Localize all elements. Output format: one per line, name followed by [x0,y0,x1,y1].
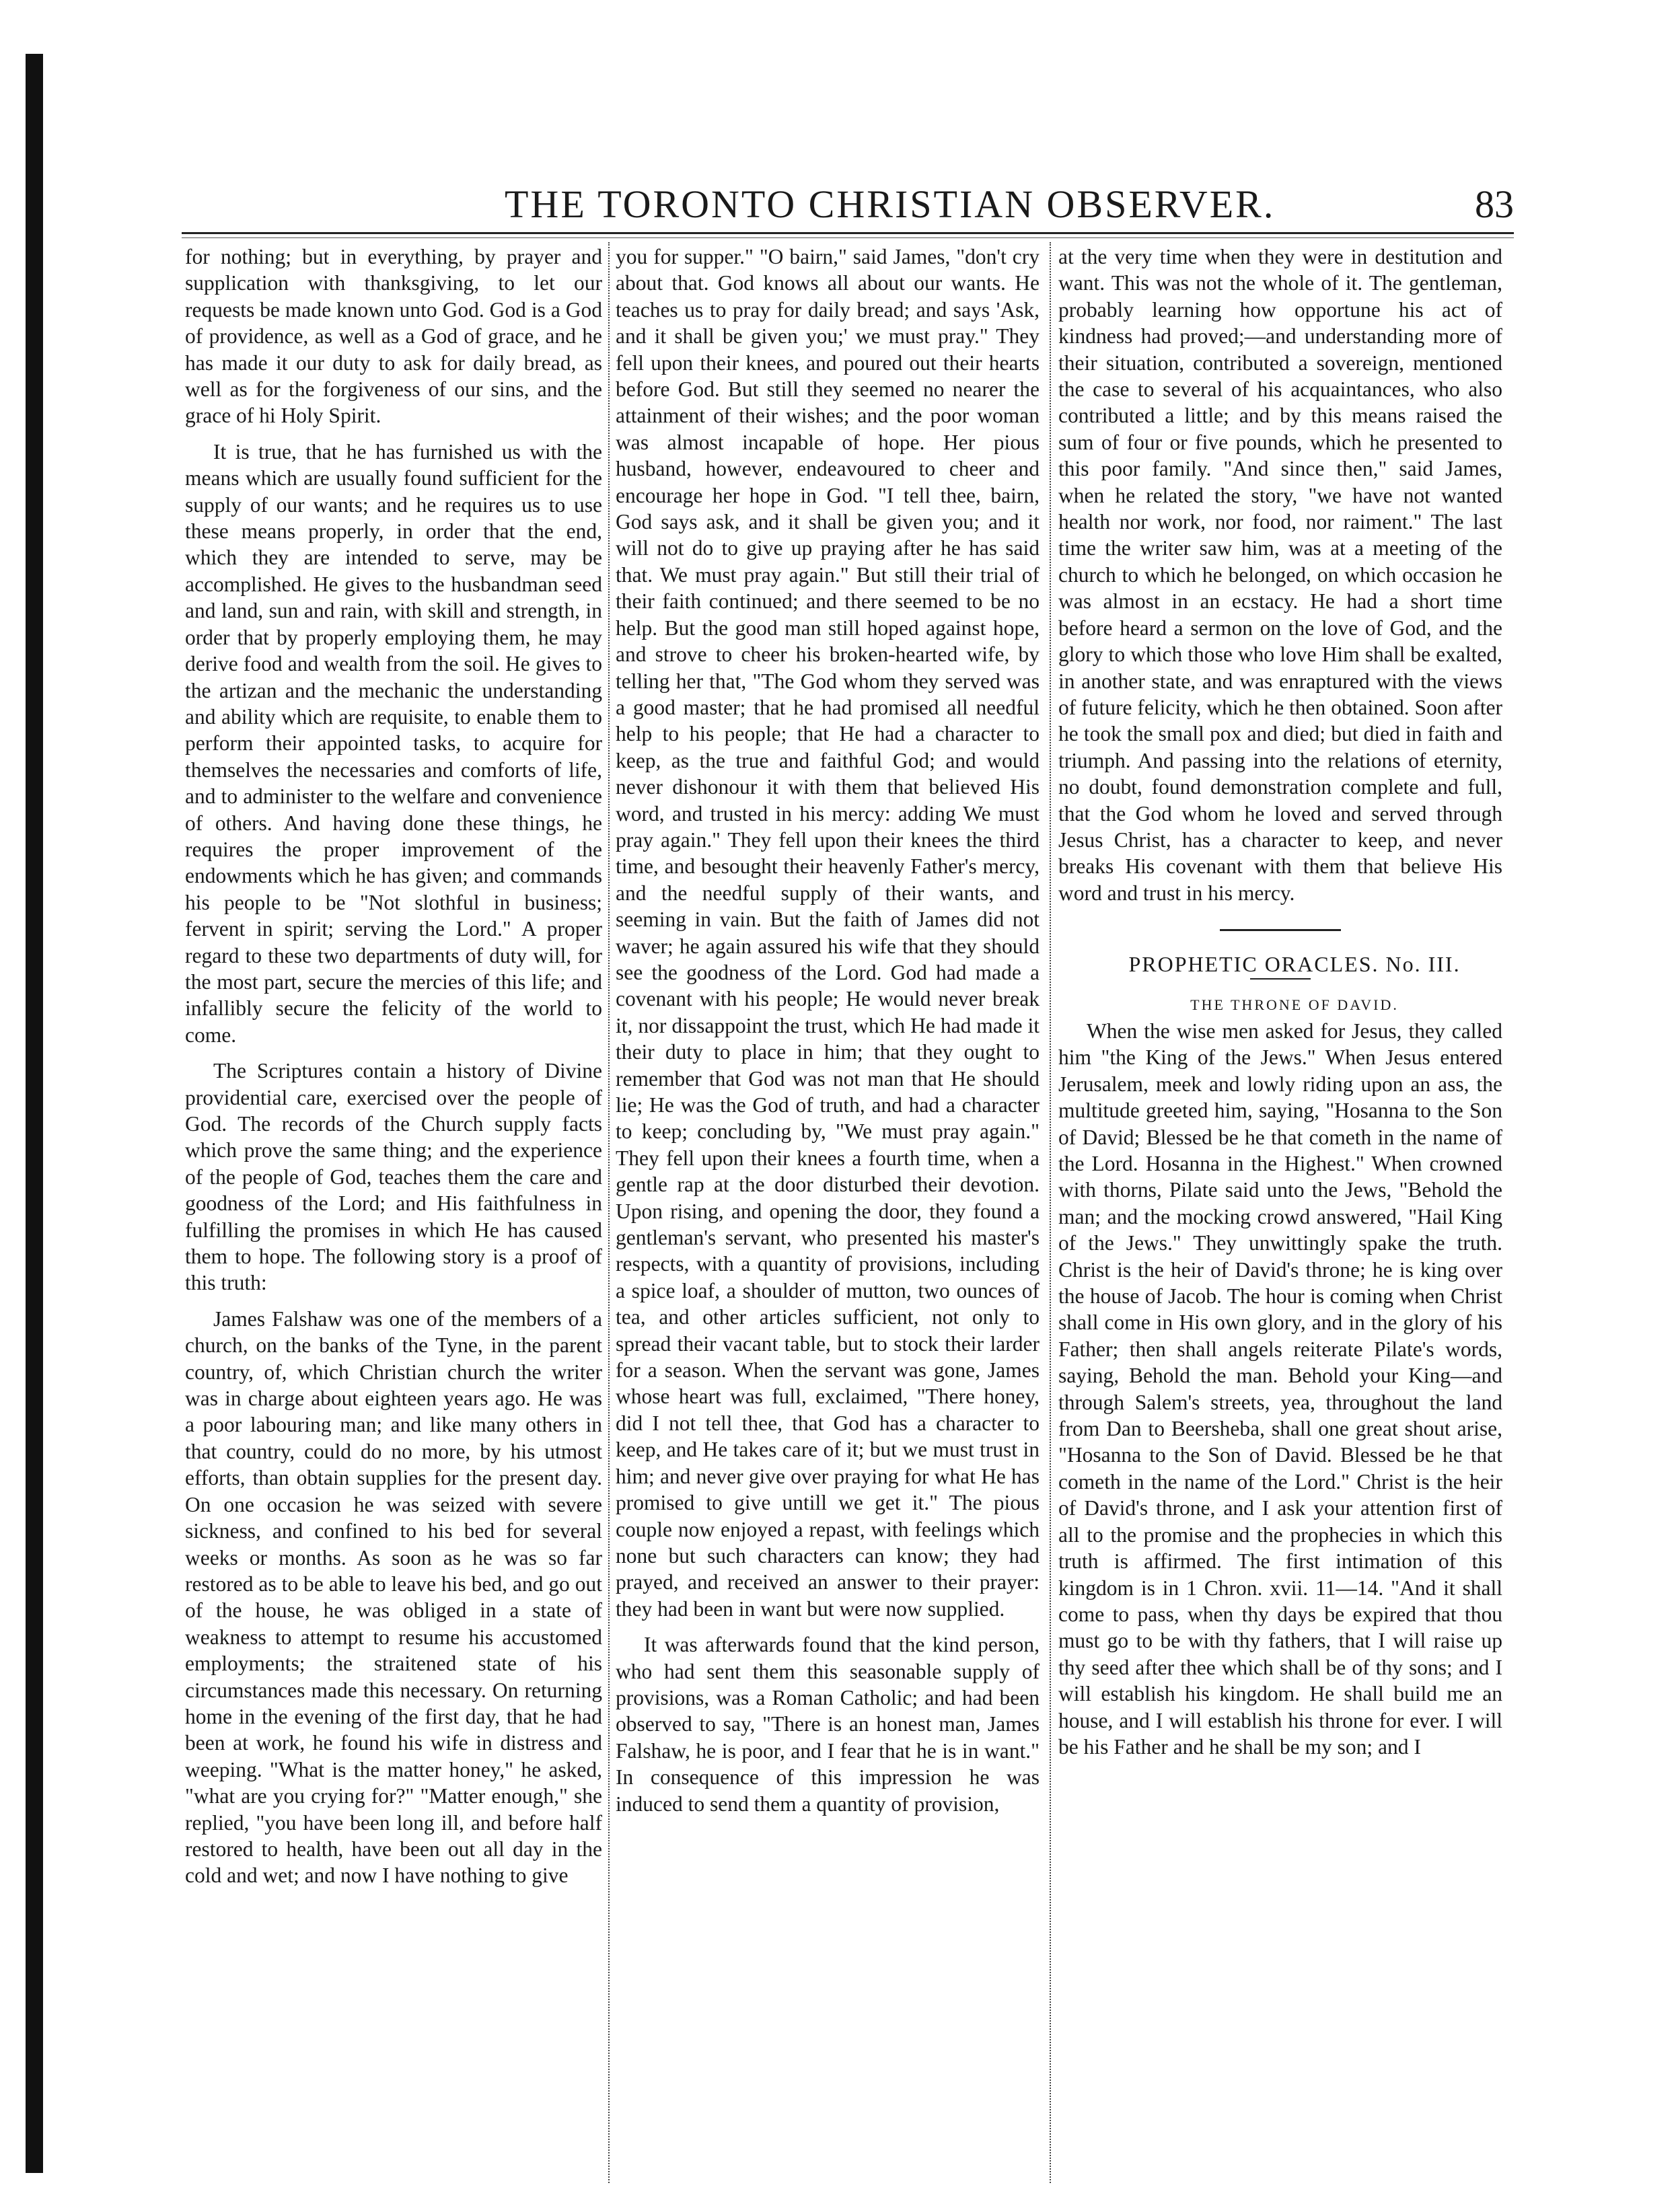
page-title: THE TORONTO CHRISTIAN OBSERVER. [505,182,1276,226]
header-rule-thin [182,237,1514,238]
section-subtitle: THE THRONE OF DAVID. [1190,996,1399,1013]
paragraph: you for supper." "O bairn," said James, "don't cry about that. God knows all about our wants. He teaches us to pray for daily bread; and says 'Ask, and it shall be given you;' we must pray." They fell upon their knees, and poured out their hearts before God. But still they seemed no nearer the attainment of their wishes; and the poor woman was almost incapable of hope. Her pious husband, however, endeavoured to cheer and encourage her hope in God. "I tell thee, bairn, God says ask, and it shall be given you; and it will not do to give up praying after he has said that. We must pray again." But still their trial of their faith continued; and there seemed to be no help. But the good man still hoped against hope, and strove to cheer his broken-hearted wife, by telling her that, "The God whom they served was a good master; that he had promised all needful help to his people; that He had a character to keep, as the true and faithful God; and would never dishonour it with them that believed His word, and trusted in his mercy: adding We must pray again." They fell upon their knees the third time, and besought their heavenly Father's mercy, and the needful supply of their wants, and seeming in vain. But the faith of James did not waver; he again assured his wife that they should see the goodness of the Lord. God had made a covenant with his people; He would never break it, nor dissappoint the trust, which He had made it their duty to place in him; that they ought to remember that God was not man that He should lie; He was the God of truth, and had a character to keep; concluding by, "We must pray again." They fell upon their knees a fourth time, when a gentle rap at the door disturbed their devotion. Upon rising, and opening the door, they found a gentleman's servant, who presented his master's respects, with a quantity of provisions, including a spice loaf, a shoulder of mutton, two ounces of tea, and other articles sufficient, not only to spread their vacant table, but to stock their larder for a season. When the servant was gone, James whose heart was full, exclaimed, "There honey, did I not tell thee, that God has a character to keep, and He takes care of it; but we must trust in him; and never give over praying for what He has promised to give untill we get it." The pious couple now enjoyed a repast, with feelings which none but such characters can know; they had prayed, and received an answer to their prayer: they had been in want but were now supplied. [616,245,1040,1621]
section-rule [1220,929,1341,931]
column-divider-1 [608,242,610,2183]
column-3 [1058,244,1502,1760]
paragraph: It was afterwards found that the kind person, who had sent them this seasonable supply of provisions, was a Roman Catholic; and had been observed to say, "There is an honest man, James Falshaw, he is poor, and I fear that he is in want." In consequence of this impression he was induced to send them a quantity of provision, [616,1633,1040,1816]
page-header [182,182,1514,235]
section-small-rule [1250,978,1311,980]
paragraph: It is true, that he has furnished us with the means which are usually found sufficient for the supply of our wants; and he requires us to use these means properly, in order that the end, which they are intended to serve, may be accomplished. He gives to the husbandman seed and land, sun and rain, with skill and strength, in order that by properly employing them, he may derive food and wealth from the soil. He gives to the artizan and the mechanic the understanding and ability which are requisite, to enable them to perform their appointed tasks, to acquire for themselves the necessaries and comforts of life, and to administer to the welfare and convenience of others. And having done these things, he requires the proper improvement of the endowments which he has given; and commands his people to be "Not slothful in business; fervent in spirit; serving the Lord." A proper regard to these two departments of duty will, for the most part, secure the mercies of this life; and infallibly secure the felicity of the world to come. [185,439,602,1047]
page-number: 83 [1475,182,1514,226]
paragraph: for nothing; but in everything, by prayer and supplication with thanksgiving, to let our requests be made known unto God. God is a God of providence, as well as a God of grace, and he has made it our duty to ask for daily bread, as well as for the forgiveness of our sins, and the grace of hi Holy Spirit. [185,245,602,428]
paragraph: at the very time when they were in destitution and want. This was not the whole of it. The gentleman, probably learning how opportune his act of kindness had proved;—and understanding more of their situation, contributed a sovereign, mentioned the case to several of his acquaintances, who also contributed a little; and by this means raised the sum of four or five pounds, which he presented to this poor family. "And since then," said James, when he related the story, "we have not wanted health nor work, nor food, nor raiment." The last time the writer saw him, was at a meeting of the church to which he belonged, on which occasion he was almost in an ecstacy. He had a short time before heard a sermon on the love of God, and the glory to which those who love Him shall be exalted, in another state, and was enraptured with the views of future felicity, which he then obtained. Soon after he took the small pox and died; but died in faith and triumph. And passing into the relations of eternity, no doubt, found demonstration complete and full, that the God whom he loved and served through Jesus Christ, has a character to keep, and never breaks His covenant with them that believe His word and trust in his mercy. [1058,245,1502,905]
page-edge-shadow [26,54,43,2173]
column-2 [616,244,1040,1817]
column-divider-2 [1050,242,1051,2183]
header-rule [182,232,1514,234]
paragraph: When the wise men asked for Jesus, they called him "the King of the Jews." When Jesus entered Jerusalem, meek and lowly riding upon an ass, the multitude greeted him, saying, "Hosanna to the Son of David; Blessed be he that cometh in the name of the Lord. Hosanna in the Highest." When crowned with thorns, Pilate said unto the Jews, "Behold the man; and the mocking crowd answered, "Hail King of the Jews." They unwittingly spake the truth. Christ is the heir of David's throne; he is king over the house of Jacob. The hour is coming when Christ shall come in His own glory, and in the glory of his Father; then shall angels reiterate Pilate's words, saying, Behold the man. Behold your King—and through Salem's streets, yea, throughout the land from Dan to Beersheba, shall one great shout arise, "Hosanna to the Son of David. Blessed be he that cometh in the name of the Lord." Christ is the heir of David's throne, and I ask your attention first of all to the promise and the prophecies in which this truth is affirmed. The first intimation of this kingdom is in 1 Chron. xvii. 11—14. "And it shall come to pass, when thy days be expired that thou must go to be with thy fathers, that I will raise up thy seed after thee which shall be of thy sons; and I will establish his kingdom. He shall build me an house, and I will establish his throne for ever. I will be his Father and he shall be my son; and I [1058,1019,1502,1759]
section-title: PROPHETIC ORACLES. No. III. [1128,952,1461,977]
column-1 [185,244,602,1889]
paragraph: The Scriptures contain a history of Divine providential care, exercised over the people of God. The records of the Church supply facts which prove the same thing; and the experience of the people of God, teaches them the care and goodness of the Lord; and His faithfulness in fulfilling the promises in which He has caused them to hope. The following story is a proof of this truth: [185,1059,602,1295]
paragraph: James Falshaw was one of the members of a church, on the banks of the Tyne, in the parent country, of, which Christian church the writer was in charge about eighteen years ago. He was a poor labouring man; and like many others in that country, could do no more, by his utmost efforts, than obtain supplies for the present day. On one occasion he was seized with severe sickness, and confined to his bed for several weeks or months. As soon as he was so far restored as to be able to leave his bed, and go out of the house, he was obliged in a state of weakness to attempt to resume his accustomed employments; the straitened state of his circumstances made this necessary. On returning home in the evening of the first day, that he had been at work, he found his wife in distress and weeping. "What is the matter honey," he asked, "what are you crying for?" "Matter enough," she replied, "you have been long ill, and before half restored to health, have been out all day in the cold and wet; and now I have nothing to give [185,1306,602,1888]
